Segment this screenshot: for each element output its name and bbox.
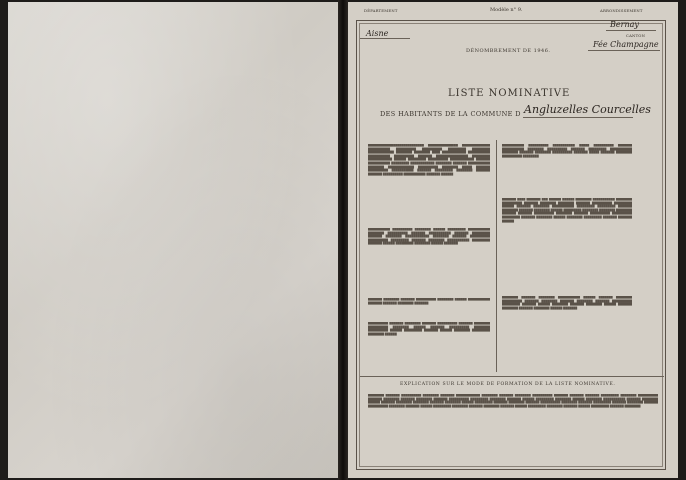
census-form-page — [348, 2, 678, 478]
instructions-left-block-2: ███████████ ██████████ ████████ ██████ █████████ ███████████ ████████ ██████████ ███████ ███████████ ███████ █████████ ███████ ████████ ████████████ ████████ ███████ ██████████ ██████████ █████████ ███████ ████████ ███████████ █████████ ███████ ██████ █████████ ████████ ██████ ███████ — [368, 228, 490, 246]
instructions-right-block-2: ███████ ████ ███████ ███ ██████ ██████ ████████ ███████████ ████████ ██████████ ███████ ████████ ████████ ███████ ██████████ █████████ ██████ ███████ ████████ ███████████ █████████ █████████ ███████ ████████ ███████ ████████ ██████ █████████ ████████ ████████ ████████ ███████ ███████ ██████████ ████████ ███████ ██████████ ██████████ █████████ ███████ ████████ ██████ ████████ █████████ ███████ ███████ ██████ — [502, 198, 632, 223]
census-title: DÉNOMBREMENT DE 1946. — [466, 48, 551, 54]
model-number: Modèle n° 9. — [490, 7, 523, 13]
instructions-right-block-1: ███████████ ██████████ ███████████ █████ ██████████ ███████ ███████████ ████████ ██████████ ███████ █████████ ███████████ ████████ ███████ ████████ ██████████ ███████ █████ ███████ ████████ ██████████ ████████ — [502, 144, 632, 158]
instructions-right-block-3: ████████ ███████ ████████ ███████████ ██████ ███████ ████████ ██████████ ███████ ████████ ███████ ████████ ███████ ██████████ █████████ ███████ ██████ ████████ ███████ ████████ ██████ ███████ ████████ ███████ ████████ ██████ ███████ — [502, 296, 632, 310]
explanation-text: ████████ ███████ ██████████ ████████ ███████ ████████████ ████████ ███████ ████████ ██████████ ███████ ███████ ███████ █████████ ████████ ██████████ ███████ ████████ ███████ ████████ ███████ ██████████ █████████ ████████ ███████ ██████ █████████ ████████ ██████ ████████ ███████████ ███████ ████████ ██████ ███████ ████████ ████████ ███████ ████████ ██████ █████████ ███████ ████████ ███████ ██████████ ████████ ███████ █████████ ███████ ████████ ███████ ██████████ ████████ ███████ ██████ █████████ ████████ ███████ ████████ ███████ ██████ █████████ ████████ ███████ ██████ █████████ ███████ ████████ — [368, 394, 658, 408]
binding-gutter — [338, 0, 348, 480]
blank-left-page — [8, 2, 338, 478]
instructions-left-block-3: ██████████ ███████ ████████ ███████ ██████████ ███████ ████████ ██████████ ████████ ██████ ███████ ██████████ ████████ ██████████ ██████ █████████ ███████ ██████ ████████ █████████ ████████ ██████ — [368, 322, 490, 336]
departement-label: DÉPARTEMENT — [364, 8, 398, 13]
column-divider — [496, 140, 497, 372]
instructions-left-block-1: ████████████████████████████ ███████████████ ██████████████ ███████████ ██████████ ██████████ █████████ █████████ █████████████ ████████ ████████ ████ ████████████ ███████████ ███████████ ██████████ ███████ ████████████████ █████████ ████████████ ██████ █████████ ██████████ ████████████ ███████ ███████████ █████████ ████████████ ████████ ███████ ███████████ ████████ █████████████ ██████████ ████████ █████ ███████ ██████████ ███████████ ███████ █████████ ████████ ███████ ███████ ██████████ ███████████ ███████ ██████ — [368, 144, 490, 176]
commune-value: Angluzelles Courcelles — [524, 103, 651, 116]
canton-label: CANTON — [626, 33, 646, 38]
explanation-title: EXPLICATION SUR LE MODE DE FORMATION DE LA LISTE NOMINATIVE. — [400, 382, 616, 387]
canton-value: Fée Champagne — [593, 40, 659, 49]
arrondissement-label: ARRONDISSEMENT — [600, 8, 643, 13]
instructions-left-note: ███████ ████████ ███████ ██████████ ████████ ██████ ███████████ ███████ ███████ ████████ ███████ — [368, 298, 490, 305]
departement-value: Aisne — [366, 29, 389, 38]
document-subtitle: DES HABITANTS DE LA COMMUNE D — [380, 110, 521, 118]
arrondissement-value: Bernay — [610, 20, 639, 29]
document-title: LISTE NOMINATIVE — [448, 88, 571, 99]
